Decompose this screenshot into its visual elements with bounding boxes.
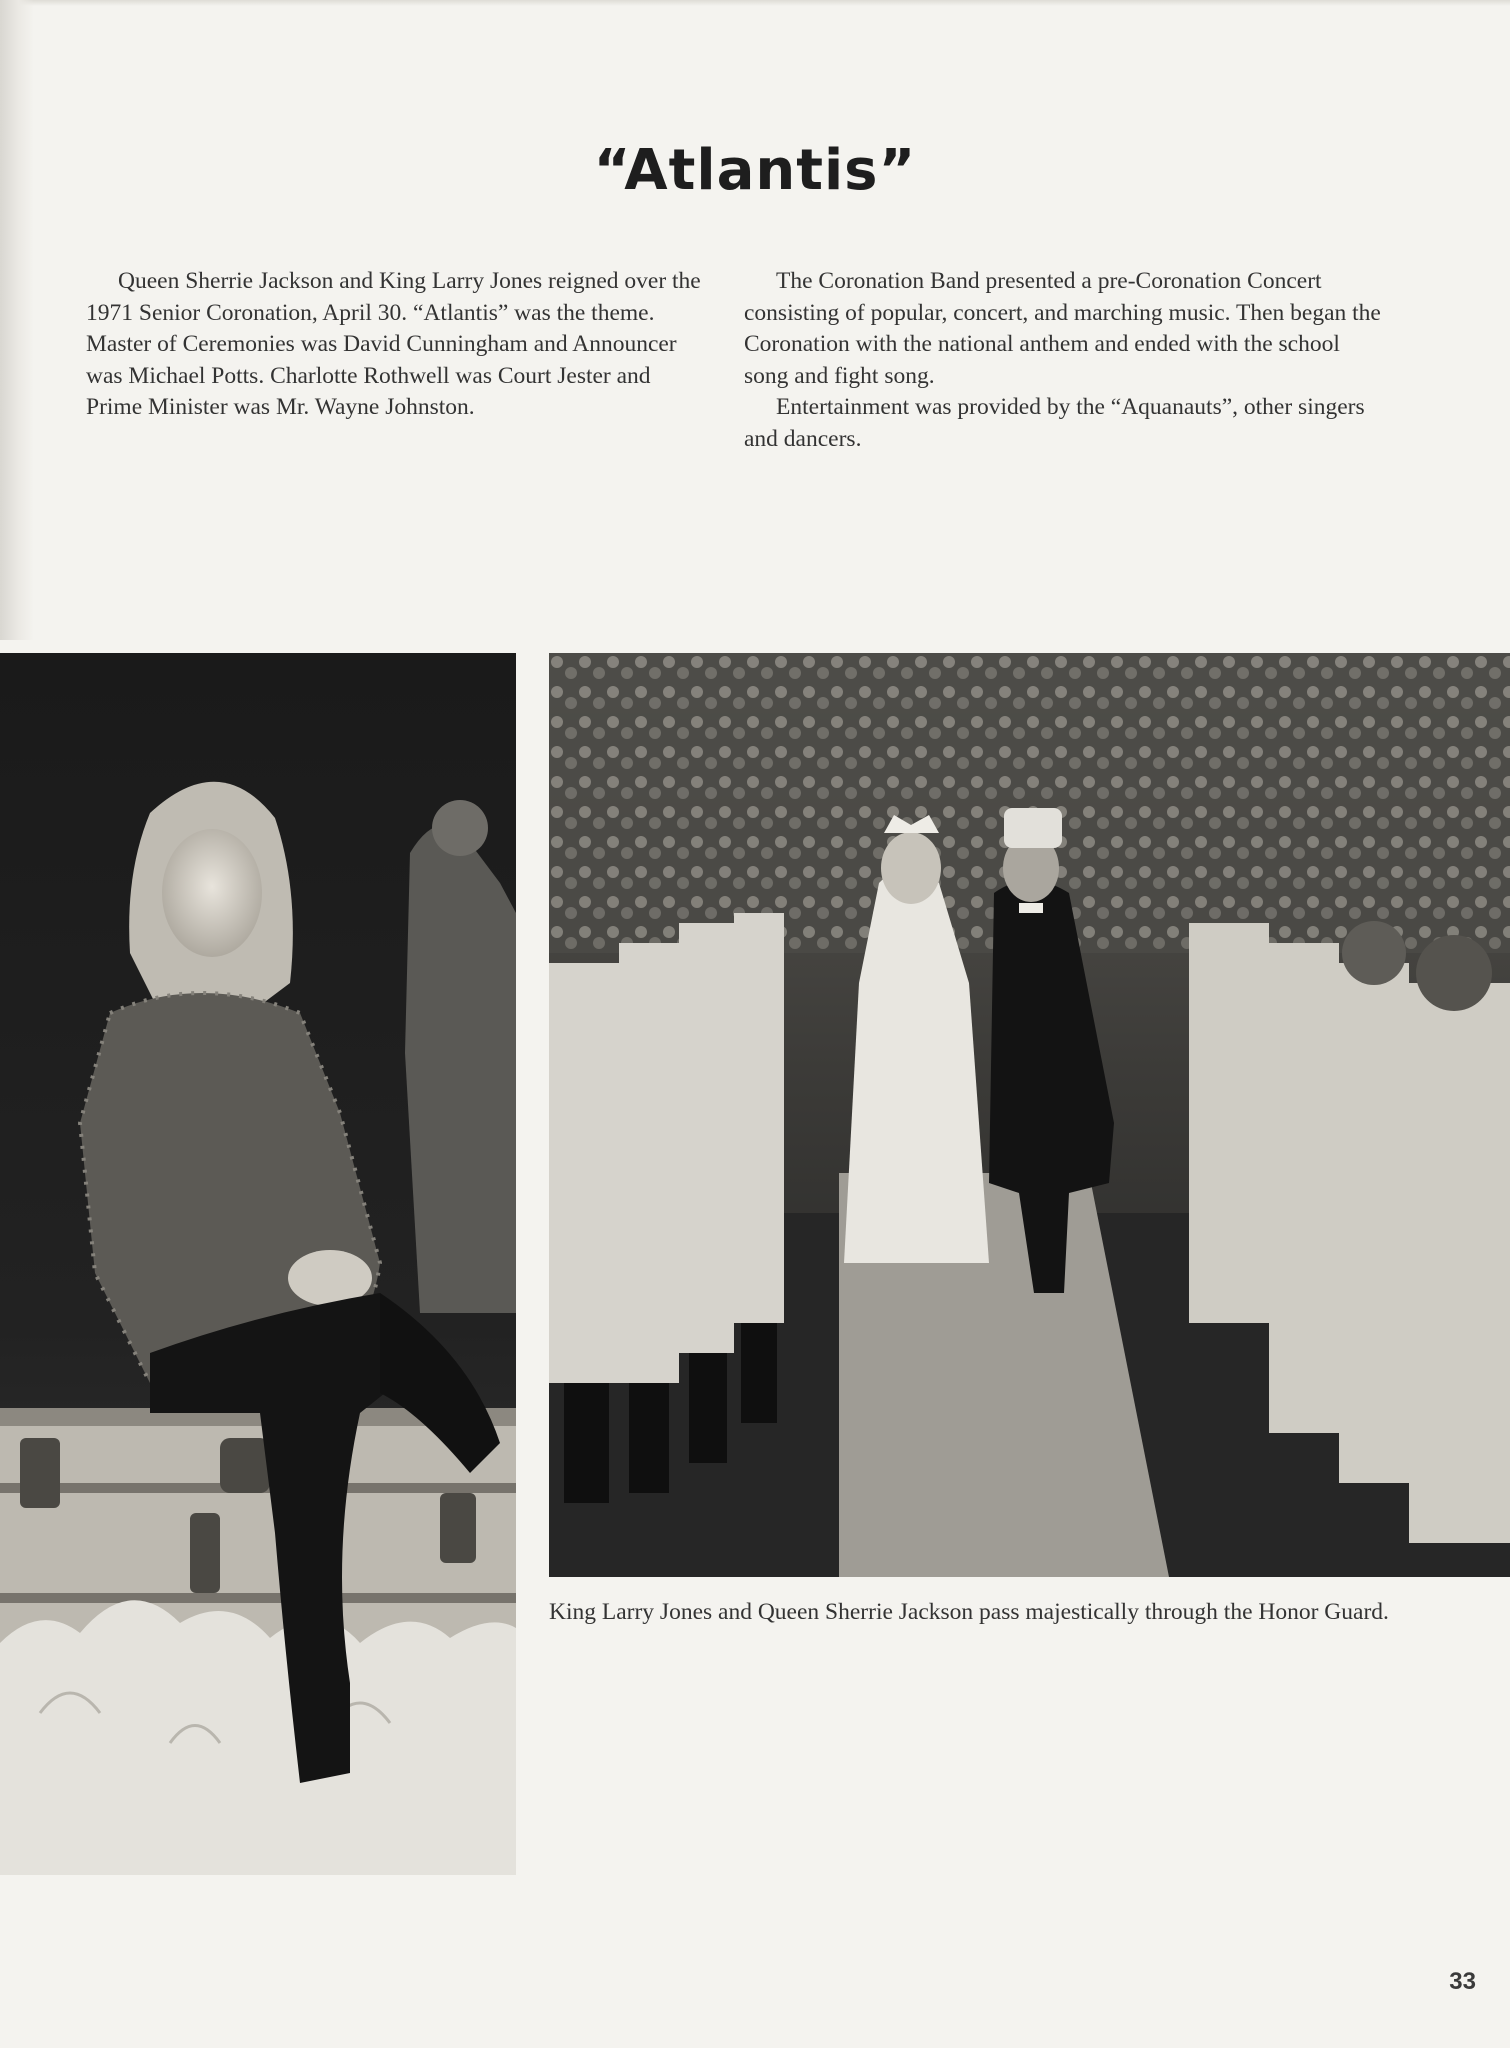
jester-photo (0, 653, 516, 1875)
photo-caption: King Larry Jones and Queen Sherrie Jackson pass majestically through the Honor Guard. (549, 1599, 1389, 1625)
page-title: “Atlantis” (593, 138, 917, 203)
left-text-column (86, 266, 710, 424)
page-top-edge (0, 0, 1510, 6)
procession-photo (549, 653, 1510, 1577)
page-left-edge (0, 0, 34, 640)
left-paragraph: Queen Sherrie Jackson and King Larry Jones reigned over the 1971 Senior Coronation, April 30. “Atlantis” was the theme. Master of Ceremonies was David Cunningham and Announcer was Michael Potts. Charlotte Rothwell was Court Jester and Prime Minister was Mr. Wayne Johnston. (86, 268, 701, 420)
right-paragraph-2: Entertainment was provided by the “Aquanauts”, other singers and dancers. (744, 394, 1365, 452)
right-paragraph-1: The Coronation Band presented a pre-Coronation Concert consisting of popular, concert, and marching music. Then began the Coronation with the national anthem and ended with the school song and fight song. (744, 268, 1381, 389)
page-number: 33 (1449, 1968, 1476, 1995)
right-text-column (744, 266, 1384, 455)
